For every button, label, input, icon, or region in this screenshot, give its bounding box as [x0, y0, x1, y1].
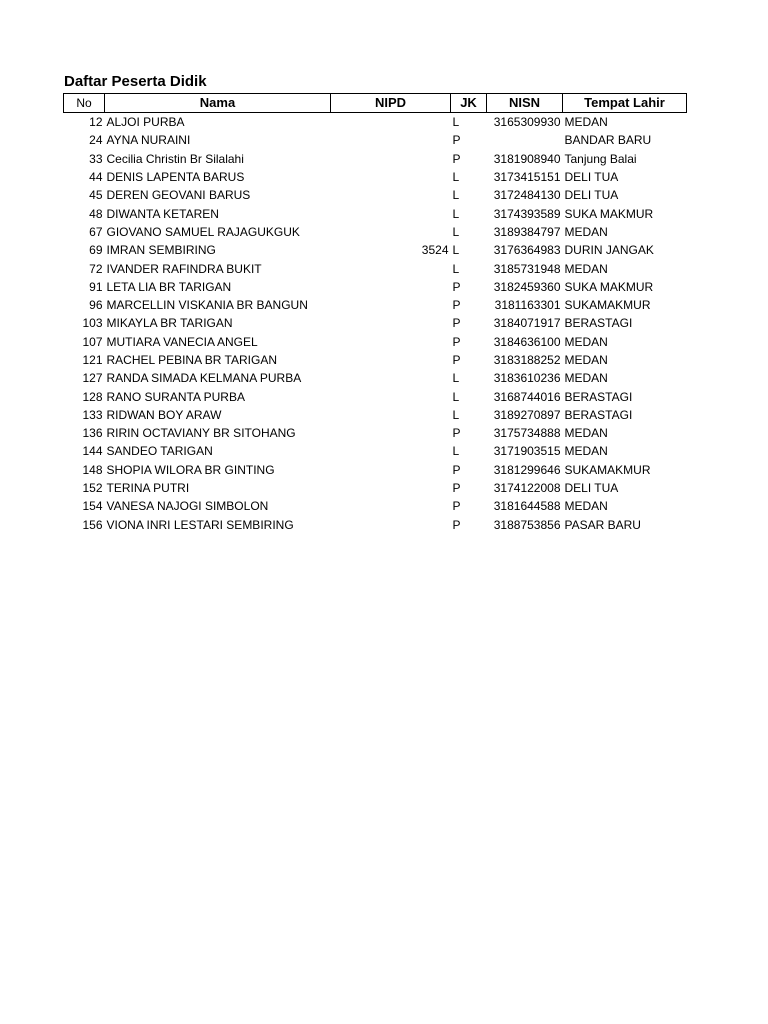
- cell-tempat-lahir: SUKAMAKMUR: [564, 462, 651, 477]
- cell-nama: Cecilia Christin Br Silalahi: [106, 151, 244, 166]
- table-row: [64, 516, 687, 534]
- cell-jk: P: [452, 499, 461, 514]
- cell-nipd: [331, 296, 451, 314]
- cell-nama: RANDA SIMADA KELMANA PURBA: [106, 371, 302, 386]
- cell-tempat-lahir: MEDAN: [564, 444, 608, 459]
- header-jk: JK: [451, 94, 487, 113]
- cell-nama: DIWANTA KETAREN: [106, 206, 219, 221]
- cell-nipd: [331, 497, 451, 515]
- header-nama: Nama: [105, 94, 331, 113]
- cell-jk: P: [452, 462, 461, 477]
- cell-tempat-lahir: BERASTAGI: [564, 389, 633, 404]
- cell-nisn: 3181644588: [493, 499, 561, 514]
- header-nipd: NIPD: [331, 94, 451, 113]
- cell-nipd: [331, 442, 451, 460]
- table-row: [64, 296, 687, 314]
- cell-nipd: [331, 479, 451, 497]
- table-row: [64, 479, 687, 497]
- cell-nama: RIDWAN BOY ARAW: [106, 407, 222, 422]
- cell-nipd: [331, 168, 451, 186]
- cell-nama: SHOPIA WILORA BR GINTING: [106, 462, 275, 477]
- cell-nisn: 3173415151: [493, 170, 561, 185]
- cell-tempat-lahir: DELI TUA: [564, 481, 619, 496]
- cell-jk: P: [452, 334, 461, 349]
- cell-nisn: 3181163301: [494, 298, 561, 313]
- table-row: [64, 113, 687, 132]
- cell-jk: L: [452, 206, 460, 221]
- cell-tempat-lahir: DURIN JANGAK: [564, 243, 654, 258]
- cell-no: 136: [82, 426, 103, 441]
- table-row: [64, 259, 687, 277]
- table-row: [64, 351, 687, 369]
- cell-no: 12: [89, 115, 103, 130]
- cell-no: 33: [89, 151, 103, 166]
- cell-tempat-lahir: BERASTAGI: [564, 407, 633, 422]
- cell-jk: L: [452, 371, 460, 386]
- cell-nisn: 3182459360: [493, 279, 561, 294]
- cell-nipd: [331, 333, 451, 351]
- table-row: [64, 497, 687, 515]
- cell-jk: L: [452, 261, 460, 276]
- table-row: [64, 314, 687, 332]
- table-row: [64, 278, 687, 296]
- cell-no: 69: [89, 243, 103, 258]
- cell-nisn: 3184636100: [493, 334, 561, 349]
- cell-nipd: [331, 424, 451, 442]
- cell-nisn: 3183610236: [493, 371, 561, 386]
- cell-jk: P: [452, 316, 461, 331]
- cell-nipd: [331, 369, 451, 387]
- cell-tempat-lahir: SUKA MAKMUR: [564, 279, 654, 294]
- cell-nama: LETA LIA BR TARIGAN: [106, 279, 232, 294]
- cell-nama: RANO SURANTA PURBA: [106, 389, 245, 404]
- table-row: [64, 333, 687, 351]
- cell-nama: DENIS LAPENTA BARUS: [106, 170, 245, 185]
- cell-nipd: [331, 387, 451, 405]
- cell-no: 45: [89, 188, 103, 203]
- cell-nipd: [331, 204, 451, 222]
- cell-nipd: [331, 113, 451, 132]
- cell-nipd: [331, 131, 451, 149]
- cell-jk: L: [452, 407, 460, 422]
- table-row: [64, 168, 687, 186]
- cell-nisn: 3181299646: [493, 462, 561, 477]
- header-no: No: [64, 94, 105, 113]
- cell-nisn: 3185731948: [493, 261, 561, 276]
- cell-jk: L: [452, 243, 460, 258]
- cell-nisn: [487, 131, 563, 149]
- table-row: [64, 442, 687, 460]
- cell-nama: MARCELLIN VISKANIA BR BANGUN: [106, 298, 308, 313]
- cell-nisn: 3174122008: [493, 481, 561, 496]
- cell-tempat-lahir: MEDAN: [564, 353, 608, 367]
- cell-jk: L: [452, 389, 460, 404]
- cell-nisn: 3188753856: [493, 517, 561, 532]
- table-row: [64, 461, 687, 479]
- cell-nipd: [331, 259, 451, 277]
- cell-jk: L: [452, 188, 460, 203]
- table-body: [64, 113, 687, 534]
- cell-nisn: 3176364983: [493, 243, 561, 258]
- header-tempat-lahir: Tempat Lahir: [563, 94, 687, 113]
- cell-nipd: [331, 278, 451, 296]
- cell-nisn: 3183188252: [493, 353, 561, 367]
- cell-no: 107: [82, 334, 103, 349]
- student-table: [63, 93, 687, 534]
- cell-jk: P: [452, 133, 461, 148]
- cell-no: 24: [89, 133, 103, 148]
- cell-nisn: 3168744016: [493, 389, 561, 404]
- cell-tempat-lahir: SUKAMAKMUR: [564, 298, 651, 313]
- cell-jk: P: [452, 279, 461, 294]
- cell-jk: P: [452, 353, 461, 367]
- cell-nisn: 3165309930: [493, 115, 561, 130]
- cell-nisn: 3171903515: [493, 444, 561, 459]
- cell-nipd: [331, 406, 451, 424]
- cell-no: 44: [89, 170, 103, 185]
- cell-no: 144: [82, 444, 103, 459]
- table-row: [64, 186, 687, 204]
- cell-nama: VANESA NAJOGI SIMBOLON: [106, 499, 269, 514]
- table-row: [64, 369, 687, 387]
- cell-no: 127: [82, 371, 103, 386]
- cell-nipd: [331, 223, 451, 241]
- cell-tempat-lahir: PASAR BARU: [564, 517, 641, 532]
- cell-jk: P: [452, 517, 461, 532]
- cell-no: 128: [82, 389, 103, 404]
- cell-tempat-lahir: MEDAN: [564, 426, 608, 441]
- cell-tempat-lahir: DELI TUA: [564, 188, 619, 203]
- cell-nisn: 3184071917: [493, 316, 561, 331]
- cell-nipd: [331, 351, 451, 369]
- cell-no: 121: [82, 353, 103, 367]
- cell-tempat-lahir: BERASTAGI: [564, 316, 633, 331]
- cell-nama: RIRIN OCTAVIANY BR SITOHANG: [106, 426, 296, 441]
- cell-no: 72: [89, 261, 103, 276]
- cell-no: 133: [82, 407, 103, 422]
- cell-tempat-lahir: MEDAN: [564, 261, 608, 276]
- cell-nama: IMRAN SEMBIRING: [106, 243, 216, 258]
- cell-no: 156: [82, 517, 103, 532]
- table-row: [64, 150, 687, 168]
- cell-nisn: 3189270897: [493, 407, 561, 422]
- cell-jk: P: [452, 151, 461, 166]
- cell-tempat-lahir: BANDAR BARU: [564, 133, 652, 148]
- cell-jk: L: [452, 170, 460, 185]
- table-row: [64, 424, 687, 442]
- cell-nipd: [331, 186, 451, 204]
- cell-nama: ALJOI PURBA: [106, 115, 185, 130]
- cell-nisn: 3175734888: [493, 426, 561, 441]
- cell-nama: MUTIARA VANECIA ANGEL: [106, 334, 258, 349]
- cell-nipd: [331, 461, 451, 479]
- cell-no: 152: [82, 481, 103, 496]
- cell-nama: RACHEL PEBINA BR TARIGAN: [106, 353, 277, 367]
- cell-jk: P: [452, 298, 461, 313]
- table-row: [64, 406, 687, 424]
- cell-nama: MIKAYLA BR TARIGAN: [106, 316, 233, 331]
- cell-jk: L: [452, 444, 460, 459]
- cell-nipd: [331, 314, 451, 332]
- cell-tempat-lahir: MEDAN: [564, 499, 608, 514]
- table-row: [64, 223, 687, 241]
- cell-jk: L: [452, 115, 460, 130]
- page-title: Daftar Peserta Didik: [64, 73, 207, 90]
- cell-no: 96: [89, 298, 103, 313]
- cell-no: 148: [82, 462, 103, 477]
- cell-tempat-lahir: SUKA MAKMUR: [564, 206, 654, 221]
- cell-jk: P: [452, 426, 461, 441]
- cell-nisn: 3189384797: [493, 224, 561, 239]
- cell-tempat-lahir: MEDAN: [564, 115, 608, 130]
- cell-nisn: 3181908940: [493, 151, 561, 166]
- cell-nipd: [331, 516, 451, 534]
- cell-tempat-lahir: DELI TUA: [564, 170, 619, 185]
- cell-no: 154: [82, 499, 103, 514]
- cell-tempat-lahir: MEDAN: [564, 224, 608, 239]
- cell-no: 91: [89, 279, 103, 294]
- cell-nipd: [331, 150, 451, 168]
- table-row: [64, 131, 687, 149]
- cell-no: 67: [89, 224, 103, 239]
- cell-nipd: 3524: [421, 243, 449, 258]
- table-row: [64, 241, 687, 259]
- cell-nama: IVANDER RAFINDRA BUKIT: [106, 261, 262, 276]
- cell-tempat-lahir: MEDAN: [564, 371, 608, 386]
- table-header-row: [64, 94, 687, 113]
- cell-nisn: 3174393589: [493, 206, 561, 221]
- cell-nama: TERINA PUTRI: [106, 481, 190, 496]
- cell-nama: GIOVANO SAMUEL RAJAGUKGUK: [106, 224, 300, 239]
- cell-nama: DEREN GEOVANI BARUS: [106, 188, 251, 203]
- cell-no: 48: [89, 206, 103, 221]
- cell-nisn: 3172484130: [493, 188, 561, 203]
- cell-jk: P: [452, 481, 461, 496]
- table-row: [64, 387, 687, 405]
- cell-tempat-lahir: MEDAN: [564, 334, 608, 349]
- cell-jk: L: [452, 224, 460, 239]
- table-row: [64, 204, 687, 222]
- cell-nama: AYNA NURAINI: [106, 133, 191, 148]
- header-nisn: NISN: [487, 94, 563, 113]
- cell-no: 103: [82, 316, 103, 331]
- cell-nama: VIONA INRI LESTARI SEMBIRING: [106, 517, 294, 532]
- cell-tempat-lahir: Tanjung Balai: [564, 151, 637, 166]
- cell-nama: SANDEO TARIGAN: [106, 444, 213, 459]
